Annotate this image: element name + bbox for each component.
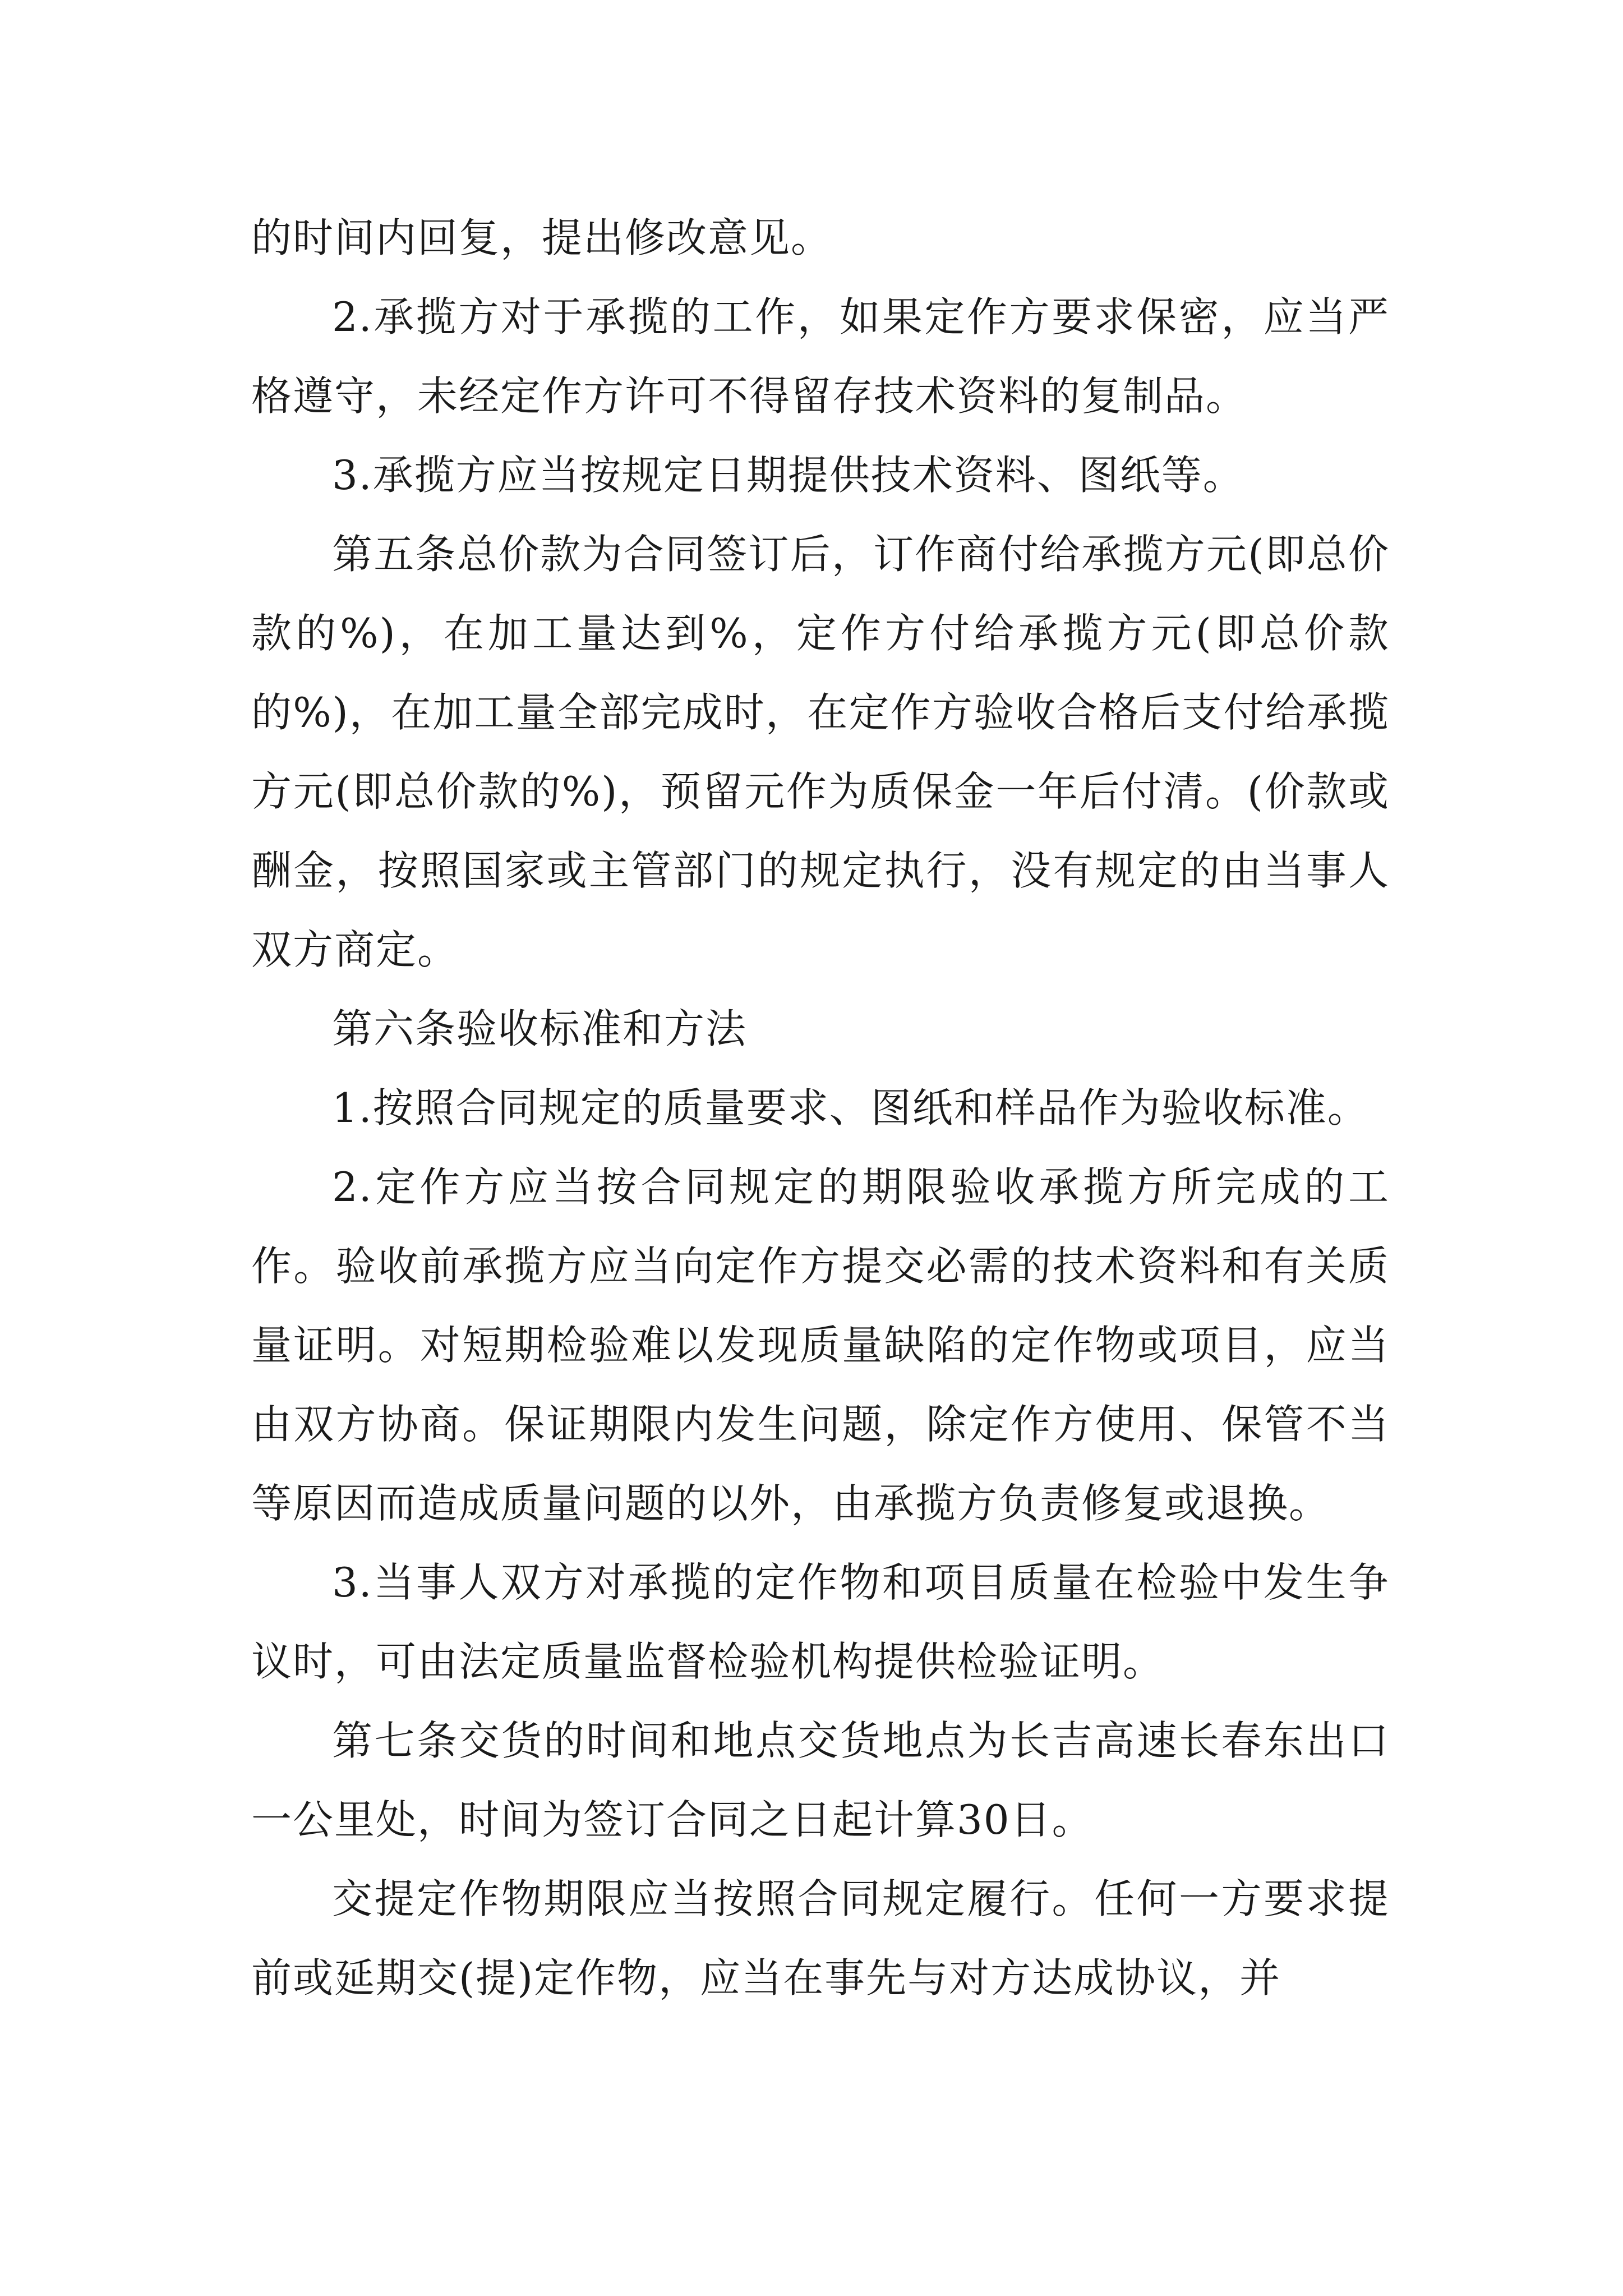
section-heading: 第六条验收标准和方法: [332, 1005, 748, 1052]
paragraph: 的时间内回复，提出修改意见。: [251, 214, 833, 261]
paragraph: 2.承揽方对于承揽的工作，如果定作方要求保密，应当严格遵守，未经定作方许可不得留存技术资料的复制品。: [251, 293, 1390, 420]
paragraph: 3.承揽方应当按规定日期提供技术资料、图纸等。: [332, 452, 1244, 499]
paragraph: 第七条交货的时间和地点交货地点为长吉高速长春东出口一公里处，时间为签订合同之日起计算30日。: [251, 1717, 1390, 1843]
document-body: [251, 199, 1390, 2018]
paragraph: 第五条总价款为合同签订后，订作商付给承揽方元(即总价款的%)，在加工量达到%，定作方付给承揽方元(即总价款的%)，在加工量全部完成时，在定作方验收合格后支付给承揽方元(即总价款的%)，预留元作为质保金一年后付清。(价款或酬金，按照国家或主管部门的规定执行，没有规定的由当事人双方商定。: [251, 531, 1390, 973]
paragraph: 1.按照合同规定的质量要求、图纸和样品作为验收标准。: [332, 1084, 1369, 1131]
paragraph: 2.定作方应当按合同规定的期限验收承揽方所完成的工作。验收前承揽方应当向定作方提交必需的技术资料和有关质量证明。对短期检验难以发现质量缺陷的定作物或项目，应当由双方协商。保证期限内发生问题，除定作方使用、保管不当等原因而造成质量问题的以外，由承揽方负责修复或退换。: [251, 1163, 1390, 1527]
paragraph: 3.当事人双方对承揽的定作物和项目质量在检验中发生争议时，可由法定质量监督检验机构提供检验证明。: [251, 1559, 1390, 1685]
paragraph: 交提定作物期限应当按照合同规定履行。任何一方要求提前或延期交(提)定作物，应当在事先与对方达成协议，并: [251, 1875, 1390, 2001]
